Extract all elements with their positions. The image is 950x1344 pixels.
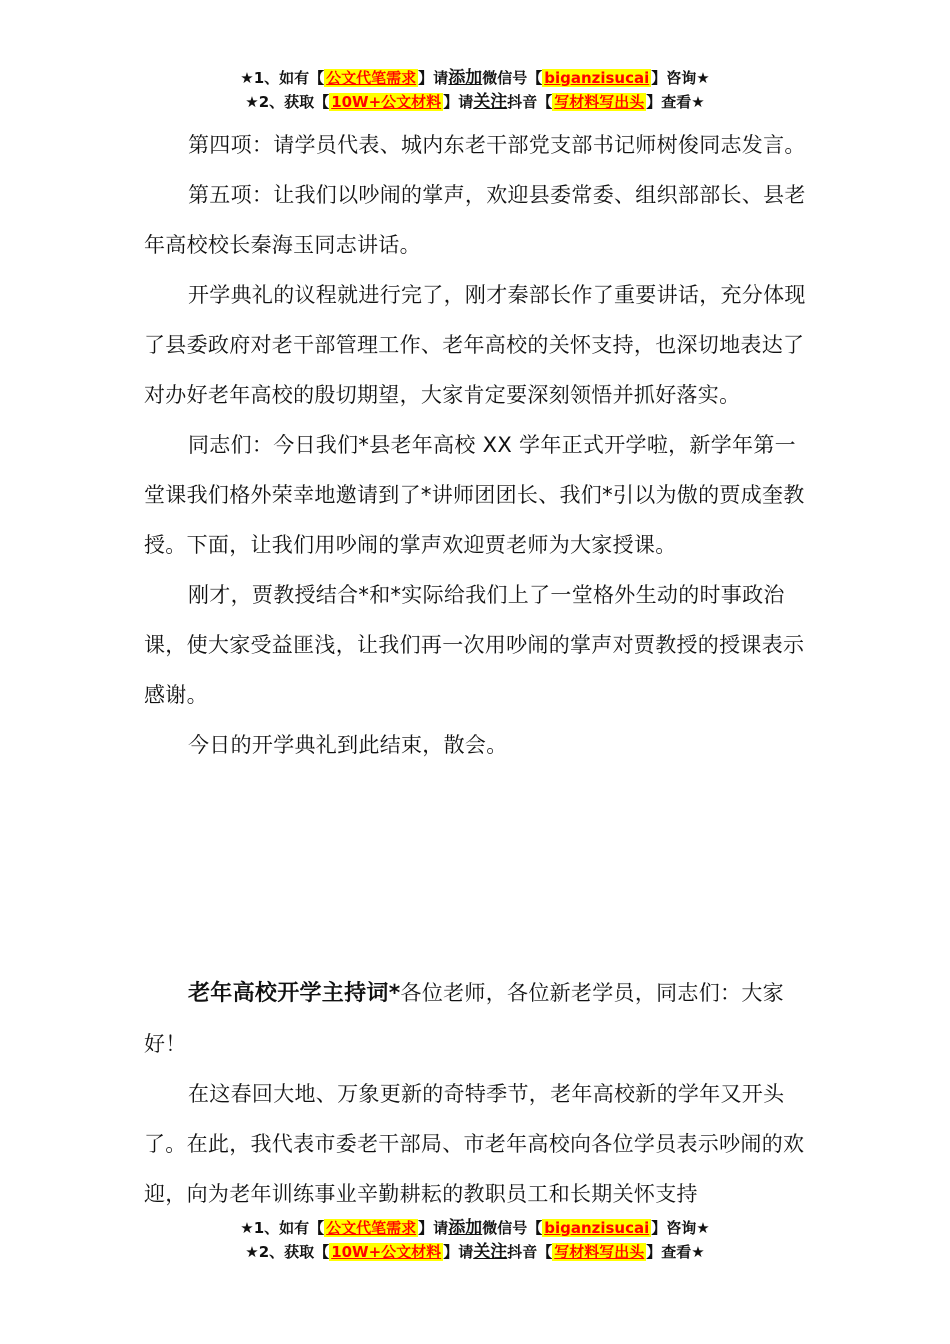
banner-emph-add: 添加 xyxy=(448,68,483,88)
star-icon: ★ xyxy=(240,1219,254,1237)
banner-line-2: ★2、获取【 10W+公文材料 】请关注抖音【 写材料写出头 】查看★ xyxy=(245,1242,705,1262)
paragraph: 刚才，贾教授结合*和*实际给我们上了一堂格外生动的时事政治课，使大家受益匪浅，让我们再一次用吵闹的掌声对贾教授的授课表示感谢。 xyxy=(144,583,805,707)
banner-emph-add: 添加 xyxy=(448,1218,483,1238)
banner-highlight-materials: 10W+公文材料 xyxy=(331,93,442,111)
paragraph: 在这春回大地、万象更新的奇特季节，老年高校新的学年又开头了。在此，我代表市委老干部局、市老年高校向各位学员表示吵闹的欢迎，向为老年训练事业辛勤耕耘的教职员工和长期关怀支持 xyxy=(144,1082,805,1206)
document-body-section-1 xyxy=(144,120,808,770)
star-icon: ★ xyxy=(691,1243,705,1261)
star-icon: ★ xyxy=(245,93,259,111)
banner-douyin-id: 写材料写出头 xyxy=(554,1243,645,1261)
star-icon: ★ xyxy=(691,93,705,111)
banner-emph-follow: 关注 xyxy=(473,92,508,112)
star-icon: ★ xyxy=(245,1243,259,1261)
paragraph: 同志们：今日我们*县老年高校 XX 学年正式开学啦，新学年第一堂课我们格外荣幸地邀请到了*讲师团团长、我们*引以为傲的贾成奎教授。下面，让我们用吵闹的掌声欢迎贾老师为大家授课。 xyxy=(144,433,805,557)
star-icon: ★ xyxy=(696,69,710,87)
paragraph: 开学典礼的议程就进行完了，刚才秦部长作了重要讲话，充分体现了县委政府对老干部管理工作、老年高校的关怀支持，也深切地表达了对办好老年高校的殷切期望，大家肯定要深刻领悟并抓好落实。 xyxy=(144,283,806,407)
section-title: 老年高校开学主持词* xyxy=(188,981,401,1006)
banner-highlight-materials: 10W+公文材料 xyxy=(331,1243,442,1261)
banner-emph-follow: 关注 xyxy=(473,1242,508,1262)
banner-highlight-need: 公文代笔需求 xyxy=(326,1219,417,1237)
star-icon: ★ xyxy=(240,69,254,87)
paragraph: 第四项：请学员代表、城内东老干部党支部书记师树俊同志发言。 xyxy=(188,133,806,157)
banner-wechat-id: biganzisucai xyxy=(544,69,650,87)
header-banner xyxy=(0,66,950,114)
document-body-section-2 xyxy=(144,968,808,1219)
footer-banner xyxy=(0,1216,950,1264)
paragraph: 第五项：让我们以吵闹的掌声，欢迎县委常委、组织部部长、县老年高校校长秦海玉同志讲话。 xyxy=(144,183,806,257)
banner-highlight-need: 公文代笔需求 xyxy=(326,69,417,87)
banner-line-1: ★1、如有【 公文代笔需求 】请添加微信号【 biganzisucai 】咨询★ xyxy=(240,68,710,88)
banner-line-1: ★1、如有【 公文代笔需求 】请添加微信号【 biganzisucai 】咨询★ xyxy=(240,1218,710,1238)
banner-douyin-id: 写材料写出头 xyxy=(554,93,645,111)
paragraph: 今日的开学典礼到此结束，散会。 xyxy=(188,733,508,757)
banner-wechat-id: biganzisucai xyxy=(544,1219,650,1237)
banner-line-2: ★2、获取【 10W+公文材料 】请关注抖音【 写材料写出头 】查看★ xyxy=(245,92,705,112)
section-intro: 各位老师，各位新老学员，同志们：大家好！ xyxy=(144,981,784,1056)
star-icon: ★ xyxy=(696,1219,710,1237)
section-title-paragraph xyxy=(144,968,808,1069)
